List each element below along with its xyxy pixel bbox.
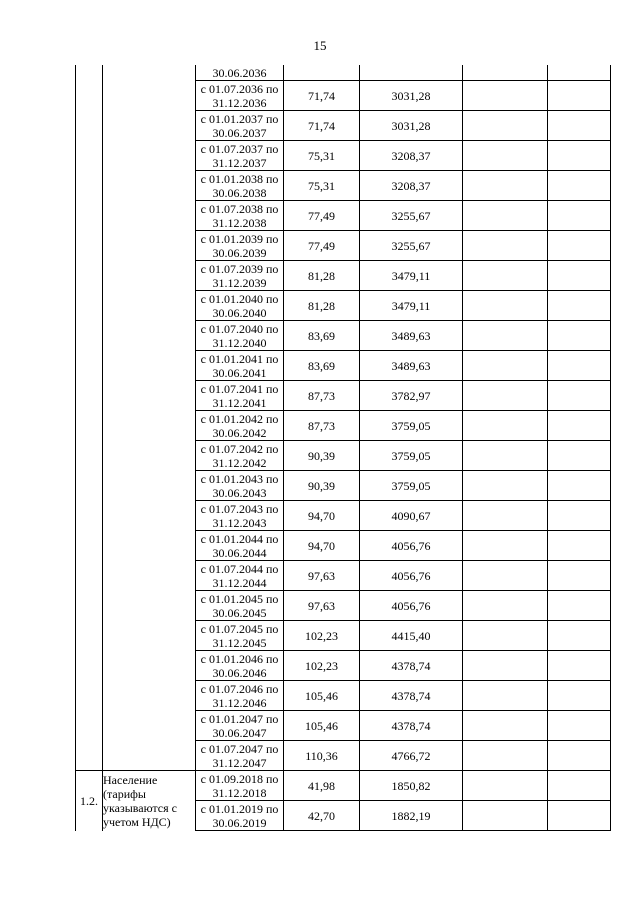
period-cell: с 01.01.2046 по 30.06.2046 (196, 651, 284, 681)
empty-cell (463, 81, 548, 111)
table-row (76, 501, 611, 531)
empty-cell (463, 651, 548, 681)
tariff-value-cell: 97,63 (284, 591, 360, 621)
consumer-group-cell (103, 621, 196, 651)
empty-cell (463, 111, 548, 141)
tariff-value-cell: 4415,40 (360, 621, 463, 651)
row-number-cell (76, 111, 103, 141)
tariff-value-cell: 77,49 (284, 201, 360, 231)
table-row (76, 651, 611, 681)
empty-cell (548, 441, 611, 471)
period-cell: с 01.07.2046 по 31.12.2046 (196, 681, 284, 711)
tariff-value-cell: 4378,74 (360, 681, 463, 711)
empty-cell (548, 771, 611, 801)
tariff-value-cell: 94,70 (284, 501, 360, 531)
empty-cell (463, 531, 548, 561)
row-number-cell (76, 351, 103, 381)
row-number-cell (76, 141, 103, 171)
empty-cell (463, 261, 548, 291)
consumer-group-cell (103, 591, 196, 621)
empty-cell (548, 381, 611, 411)
tariff-value-cell: 41,98 (284, 771, 360, 801)
tariff-value-cell: 87,73 (284, 411, 360, 441)
page-number: 15 (313, 38, 327, 53)
empty-cell (548, 351, 611, 381)
row-number-cell (76, 321, 103, 351)
tariff-value-cell: 3759,05 (360, 411, 463, 441)
table-row (76, 771, 611, 801)
table-row (76, 201, 611, 231)
tariff-value-cell: 90,39 (284, 441, 360, 471)
period-cell: с 01.01.2042 по 30.06.2042 (196, 411, 284, 441)
empty-cell (463, 441, 548, 471)
tariff-value-cell: 3208,37 (360, 141, 463, 171)
tariff-value-cell: 81,28 (284, 261, 360, 291)
tariff-value-cell: 3782,97 (360, 381, 463, 411)
tariff-value-cell: 105,46 (284, 711, 360, 741)
tariff-value-cell: 75,31 (284, 171, 360, 201)
tariff-value-cell: 1882,19 (360, 801, 463, 831)
empty-cell (463, 471, 548, 501)
tariff-value-cell: 3479,11 (360, 261, 463, 291)
tariff-value-cell (284, 65, 360, 81)
consumer-group-cell (103, 681, 196, 711)
empty-cell (463, 411, 548, 441)
table-row (76, 741, 611, 771)
period-cell: с 01.07.2041 по 31.12.2041 (196, 381, 284, 411)
empty-cell (463, 741, 548, 771)
empty-cell (548, 231, 611, 261)
row-number-cell (76, 471, 103, 501)
tariff-value-cell: 4056,76 (360, 591, 463, 621)
row-number-cell (76, 741, 103, 771)
empty-cell (463, 591, 548, 621)
tariff-value-cell: 1850,82 (360, 771, 463, 801)
row-number-cell (76, 591, 103, 621)
period-cell: с 01.07.2038 по 31.12.2038 (196, 201, 284, 231)
consumer-group-cell (103, 501, 196, 531)
tariff-value-cell: 110,36 (284, 741, 360, 771)
empty-cell (463, 351, 548, 381)
period-cell: с 01.07.2045 по 31.12.2045 (196, 621, 284, 651)
consumer-group-cell (103, 531, 196, 561)
tariff-value-cell: 102,23 (284, 651, 360, 681)
period-cell: с 01.01.2039 по 30.06.2039 (196, 231, 284, 261)
row-number-cell (76, 261, 103, 291)
tariff-value-cell: 97,63 (284, 561, 360, 591)
consumer-group-cell (103, 471, 196, 501)
empty-cell (548, 65, 611, 81)
consumer-group-cell (103, 141, 196, 171)
row-number-cell (76, 621, 103, 651)
table-row (76, 81, 611, 111)
tariff-value-cell: 75,31 (284, 141, 360, 171)
period-cell: с 01.01.2045 по 30.06.2045 (196, 591, 284, 621)
empty-cell (463, 291, 548, 321)
row-number-cell (76, 231, 103, 261)
tariff-value-cell: 4378,74 (360, 651, 463, 681)
tariff-table-body (76, 65, 611, 831)
table-row (76, 561, 611, 591)
row-number-cell (76, 291, 103, 321)
consumer-group-cell (103, 381, 196, 411)
consumer-group-cell (103, 411, 196, 441)
consumer-group-cell (103, 321, 196, 351)
tariff-value-cell: 4378,74 (360, 711, 463, 741)
row-number-cell (76, 381, 103, 411)
empty-cell (548, 591, 611, 621)
table-row (76, 231, 611, 261)
row-number-cell (76, 711, 103, 741)
empty-cell (548, 681, 611, 711)
tariff-value-cell: 81,28 (284, 291, 360, 321)
period-cell: с 01.07.2047 по 31.12.2047 (196, 741, 284, 771)
period-cell: с 01.07.2042 по 31.12.2042 (196, 441, 284, 471)
consumer-group-cell (103, 261, 196, 291)
tariff-value-cell: 71,74 (284, 111, 360, 141)
empty-cell (548, 621, 611, 651)
tariff-value-cell: 3255,67 (360, 231, 463, 261)
empty-cell (548, 411, 611, 441)
empty-cell (463, 681, 548, 711)
tariff-value-cell: 3479,11 (360, 291, 463, 321)
empty-cell (463, 171, 548, 201)
table-row (76, 591, 611, 621)
empty-cell (463, 201, 548, 231)
empty-cell (463, 141, 548, 171)
period-cell: с 01.01.2037 по 30.06.2037 (196, 111, 284, 141)
consumer-group-cell (103, 65, 196, 81)
consumer-group-cell (103, 231, 196, 261)
consumer-group-cell (103, 711, 196, 741)
empty-cell (463, 771, 548, 801)
empty-cell (463, 231, 548, 261)
row-number-cell: 1.2. (76, 771, 103, 831)
row-number-cell (76, 81, 103, 111)
consumer-group-cell (103, 561, 196, 591)
row-number-cell (76, 681, 103, 711)
empty-cell (548, 531, 611, 561)
consumer-group-cell (103, 441, 196, 471)
tariff-value-cell: 3208,37 (360, 171, 463, 201)
tariff-value-cell: 77,49 (284, 231, 360, 261)
table-row (76, 291, 611, 321)
consumer-group-cell (103, 651, 196, 681)
empty-cell (548, 741, 611, 771)
table-row (76, 441, 611, 471)
consumer-group-cell (103, 111, 196, 141)
period-cell: с 01.07.2039 по 31.12.2039 (196, 261, 284, 291)
tariff-value-cell: 87,73 (284, 381, 360, 411)
tariff-table (75, 65, 611, 831)
row-number-cell (76, 501, 103, 531)
empty-cell (548, 321, 611, 351)
table-row (76, 351, 611, 381)
empty-cell (548, 171, 611, 201)
row-number-cell (76, 411, 103, 441)
table-row (76, 65, 611, 81)
table-row (76, 171, 611, 201)
period-cell: с 01.01.2041 по 30.06.2041 (196, 351, 284, 381)
tariff-value-cell: 42,70 (284, 801, 360, 831)
consumer-group-cell: Население (тарифы указываются с учетом НДС) (103, 771, 196, 831)
empty-cell (548, 291, 611, 321)
table-row (76, 471, 611, 501)
tariff-value-cell: 3489,63 (360, 321, 463, 351)
empty-cell (548, 711, 611, 741)
tariff-value-cell: 94,70 (284, 531, 360, 561)
table-row (76, 261, 611, 291)
empty-cell (463, 801, 548, 831)
table-row (76, 381, 611, 411)
period-cell: с 01.09.2018 по 31.12.2018 (196, 771, 284, 801)
tariff-value-cell: 90,39 (284, 471, 360, 501)
empty-cell (548, 111, 611, 141)
tariff-value-cell: 4056,76 (360, 531, 463, 561)
period-cell: с 01.07.2036 по 31.12.2036 (196, 81, 284, 111)
empty-cell (548, 201, 611, 231)
table-row (76, 531, 611, 561)
row-number-cell (76, 441, 103, 471)
tariff-value-cell: 102,23 (284, 621, 360, 651)
row-number-cell (76, 531, 103, 561)
period-cell: с 01.07.2044 по 31.12.2044 (196, 561, 284, 591)
consumer-group-cell (103, 291, 196, 321)
empty-cell (548, 801, 611, 831)
empty-cell (463, 65, 548, 81)
tariff-value-cell: 3031,28 (360, 111, 463, 141)
tariff-value-cell: 4766,72 (360, 741, 463, 771)
row-number-cell (76, 171, 103, 201)
table-row (76, 621, 611, 651)
table-row (76, 141, 611, 171)
tariff-value-cell (360, 65, 463, 81)
empty-cell (548, 561, 611, 591)
tariff-value-cell: 3489,63 (360, 351, 463, 381)
period-cell: с 01.01.2043 по 30.06.2043 (196, 471, 284, 501)
period-cell: с 01.07.2040 по 31.12.2040 (196, 321, 284, 351)
table-row (76, 681, 611, 711)
row-number-cell (76, 201, 103, 231)
empty-cell (548, 651, 611, 681)
row-number-cell (76, 65, 103, 81)
tariff-value-cell: 4090,67 (360, 501, 463, 531)
empty-cell (463, 621, 548, 651)
empty-cell (463, 321, 548, 351)
period-cell: с 01.01.2038 по 30.06.2038 (196, 171, 284, 201)
empty-cell (548, 141, 611, 171)
empty-cell (548, 471, 611, 501)
period-cell: с 01.01.2019 по 30.06.2019 (196, 801, 284, 831)
row-number-cell (76, 561, 103, 591)
empty-cell (463, 561, 548, 591)
consumer-group-cell (103, 81, 196, 111)
tariff-value-cell: 71,74 (284, 81, 360, 111)
tariff-value-cell: 3759,05 (360, 471, 463, 501)
period-cell: с 01.01.2047 по 30.06.2047 (196, 711, 284, 741)
empty-cell (548, 501, 611, 531)
table-row (76, 111, 611, 141)
consumer-group-cell (103, 741, 196, 771)
period-cell: с 01.01.2040 по 30.06.2040 (196, 291, 284, 321)
empty-cell (463, 381, 548, 411)
table-row (76, 321, 611, 351)
empty-cell (548, 81, 611, 111)
period-cell: с 01.01.2044 по 30.06.2044 (196, 531, 284, 561)
empty-cell (463, 501, 548, 531)
consumer-group-cell (103, 171, 196, 201)
tariff-value-cell: 3031,28 (360, 81, 463, 111)
tariff-value-cell: 105,46 (284, 681, 360, 711)
period-cell: с 01.07.2037 по 31.12.2037 (196, 141, 284, 171)
table-row (76, 711, 611, 741)
tariff-value-cell: 83,69 (284, 321, 360, 351)
tariff-value-cell: 3255,67 (360, 201, 463, 231)
tariff-value-cell: 3759,05 (360, 441, 463, 471)
table-row (76, 411, 611, 441)
row-number-cell (76, 651, 103, 681)
tariff-value-cell: 83,69 (284, 351, 360, 381)
empty-cell (548, 261, 611, 291)
consumer-group-cell (103, 201, 196, 231)
consumer-group-cell (103, 351, 196, 381)
empty-cell (463, 711, 548, 741)
period-cell: с 01.07.2043 по 31.12.2043 (196, 501, 284, 531)
tariff-value-cell: 4056,76 (360, 561, 463, 591)
period-cell: 30.06.2036 (196, 65, 284, 81)
